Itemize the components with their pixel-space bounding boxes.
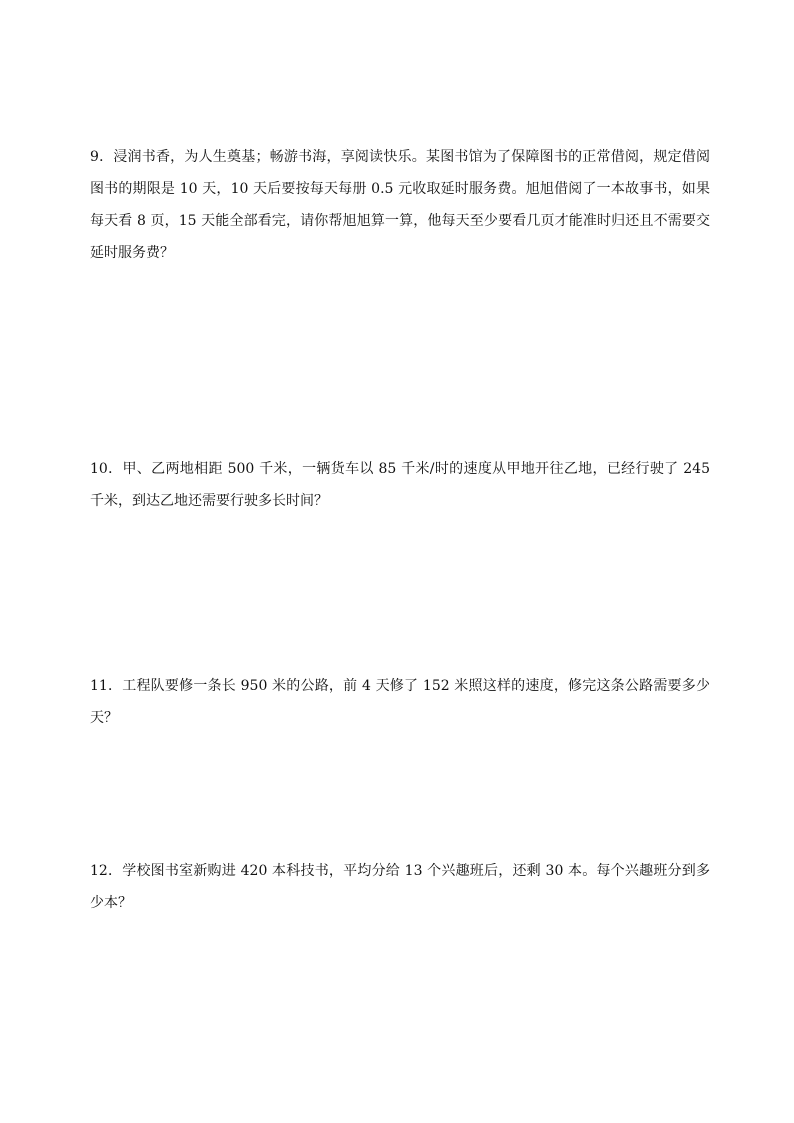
problem-9: 9．浸润书香，为人生奠基；畅游书海，享阅读快乐。某图书馆为了保障图书的正常借阅，规定借阅图书的期限是 10 天，10 天后要按每天每册 0.5 元收取延时服务费。旭旭借阅了一本故事书，如果每天看 8 页，15 天能全部看完，请你帮旭旭算一算，他每天至少要看几页才能准时归还且不需要交延时服务费？: [90, 149, 710, 261]
problem-12: 12．学校图书室新购进 420 本科技书，平均分给 13 个兴趣班后，还剩 30 本。每个兴趣班分到多少本？: [90, 863, 710, 911]
problem-11: 11．工程队要修一条长 950 米的公路，前 4 天修了 152 米照这样的速度，修完这条公路需要多少天？: [90, 678, 710, 726]
problem-10: 10．甲、乙两地相距 500 千米，一辆货车以 85 千米/时的速度从甲地开往乙地，已经行驶了 245 千米，到达乙地还需要行驶多长时间？: [90, 461, 710, 509]
